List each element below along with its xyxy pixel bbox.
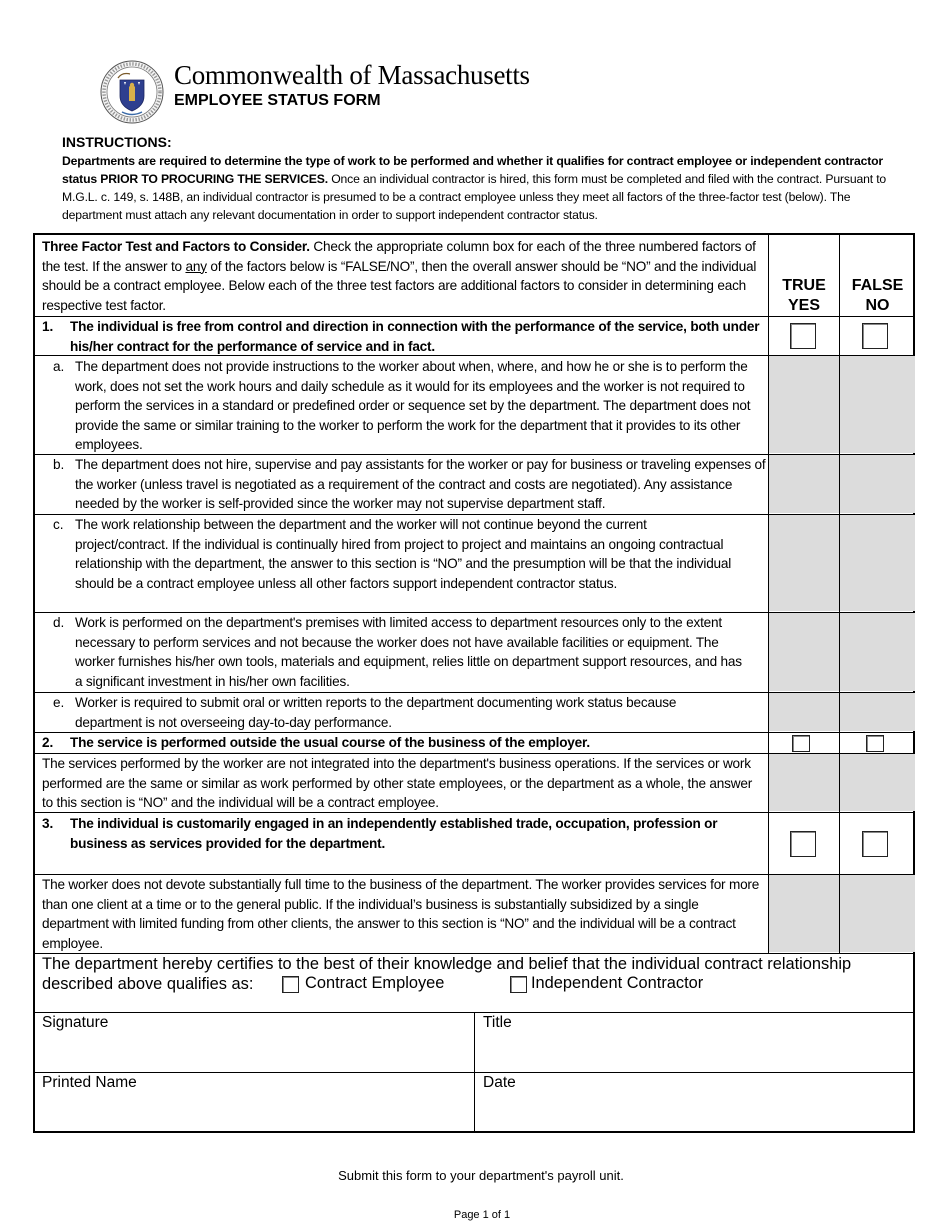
factor-2-text: The service is performed outside the usual course of the business of the employer. [70, 735, 590, 750]
subfactor-a-text: The department does not provide instructions to the worker about when, where, and how he or she is to perform the work, does not set the work hours and daily schedule as it would for its employees and the worker is not required to perform the services in a standard or predefined order or sequence set by the department. The department does not provide the same or similar training to the worker to perform the work for the department that it provides to its other employees. [75, 359, 751, 453]
instructions-body [62, 152, 892, 224]
test-intro-title: Three Factor Test and Factors to Consider. [42, 239, 310, 254]
subfactor-a-letter: a. [53, 359, 65, 374]
factor-3-detail: The worker does not devote substantially full time to the business of the department. The worker provides services for more than one client at a time or to the general public. If the individual’s business is substantially subsidized by a single department with limited funding from other clients, the answer to this section is “NO” and the individual will be a contract employee. [42, 877, 760, 951]
factor-1-false-checkbox[interactable] [862, 323, 888, 349]
subfactor-b-text: The department does not hire, supervise and pay assistants for the worker or pay for business or traveling expenses of the worker (unless travel is negotiated as a requirement of the contract and costs are negotiated). Any assistance needed by the worker is self-provided since the worker may not supervise department staff. [75, 457, 766, 512]
contract-employee-checkbox[interactable] [282, 976, 299, 993]
column-true-label: TRUE [782, 277, 826, 294]
state-seal-icon [100, 60, 164, 124]
test-intro-text-b: of the factors below is “FALSE/NO”, then the overall answer should be “NO” and the individual should be a contract employee. Below each of the three test factors are additional factors to consider in determining each respective test factor. [42, 258, 757, 313]
three-factor-test-form [33, 233, 915, 1133]
contract-employee-label: Contract Employee [305, 974, 445, 992]
column-false-label: FALSE [851, 277, 904, 294]
subfactor-e-text: Worker is required to submit oral or written reports to the department documenting work status because department is not overseeing day-to-day performance. [75, 695, 677, 730]
subfactor-d-text: Work is performed on the department's premises with limited access to department resources only to the extent necessary to perform services and not because the worker does not have available facilities or equipment. The worker furnishes his/her own tools, materials and equipment, relies little on department support resources, and has a significant investment in his/her own facilities. [75, 615, 742, 689]
subfactor-d-letter: d. [53, 615, 65, 630]
printed-name-field[interactable]: Printed Name [42, 1074, 137, 1091]
factor-1-number: 1. [42, 319, 54, 334]
column-true-yes [769, 276, 839, 316]
column-false-no [840, 276, 915, 316]
certification-statement: The department hereby certifies to the best of their knowledge and belief that the individual contract relationship described above qualifies as: [42, 955, 852, 993]
factor-3-number: 3. [42, 816, 54, 831]
factor-1-text: The individual is free from control and direction in connection with the performance of the service, both under his/her contract for the performance of service and in fact. [70, 319, 760, 354]
factor-2-detail: The services performed by the worker are not integrated into the department's business operations. If the services or work performed are the same or similar as work performed by other state employees, or the department as a whole, the answer to this section is “NO” and the individual will be a contract employee. [42, 756, 753, 811]
factor-3-false-checkbox[interactable] [862, 831, 888, 857]
factor-1-true-checkbox[interactable] [790, 323, 816, 349]
organization-title: Commonwealth of Massachusetts [174, 60, 530, 90]
factor-3-true-checkbox[interactable] [790, 831, 816, 857]
instructions-bold-text: Departments are required to determine the type of work to be performed and whether it qualifies for contract employee or independent contractor status PRIOR TO PROCURING THE SERVICES. [62, 154, 883, 186]
test-intro-any: any [185, 258, 207, 274]
subfactor-c-text: The work relationship between the department and the worker will not continue beyond the current project/contract. If the individual is continually hired from project to project and maintains an ongoing contractual relationship with the department, the answer to this section is “NO” and the presumption will be that the individual should be a contract employee unless all other factors support independent contractor status. [75, 517, 732, 591]
subfactor-b-letter: b. [53, 457, 65, 472]
factor-2-true-checkbox[interactable] [792, 735, 810, 752]
independent-contractor-checkbox[interactable] [510, 976, 527, 993]
page-number: Page 1 of 1 [453, 1209, 511, 1221]
submit-instruction: Submit this form to your department's payroll unit. [338, 1168, 624, 1183]
title-field[interactable]: Title [483, 1014, 512, 1031]
factor-2-false-checkbox[interactable] [866, 735, 884, 752]
instructions-heading: INSTRUCTIONS: [62, 134, 172, 150]
test-intro [42, 237, 762, 315]
instructions-text: Once an individual contractor is hired, this form must be completed and filed with the contract. Pursuant to M.G.L. c. 149, s. 148B, an individual contractor is presumed to be a contract employee unless they meet all factors of the three-factor test (below). The department must attach any relevant documentation in order to support independent contractor status. [62, 172, 887, 222]
signature-field[interactable]: Signature [42, 1014, 109, 1031]
factor-3-text: The individual is customarily engaged in an independently established trade, occupation, profession or business as services provided for the department. [70, 816, 718, 851]
certification-text [42, 955, 908, 994]
independent-contractor-label: Independent Contractor [531, 974, 704, 992]
date-field[interactable]: Date [483, 1074, 516, 1091]
form-title: EMPLOYEE STATUS FORM [174, 92, 381, 109]
column-no-label: NO [865, 297, 890, 314]
subfactor-e-letter: e. [53, 695, 65, 710]
factor-2-number: 2. [42, 735, 54, 750]
test-intro-text-a: Check the appropriate column box for each of the three numbered factors of the test. If the answer to [42, 239, 756, 274]
subfactor-c-letter: c. [53, 517, 64, 532]
column-yes-label: YES [787, 297, 820, 314]
